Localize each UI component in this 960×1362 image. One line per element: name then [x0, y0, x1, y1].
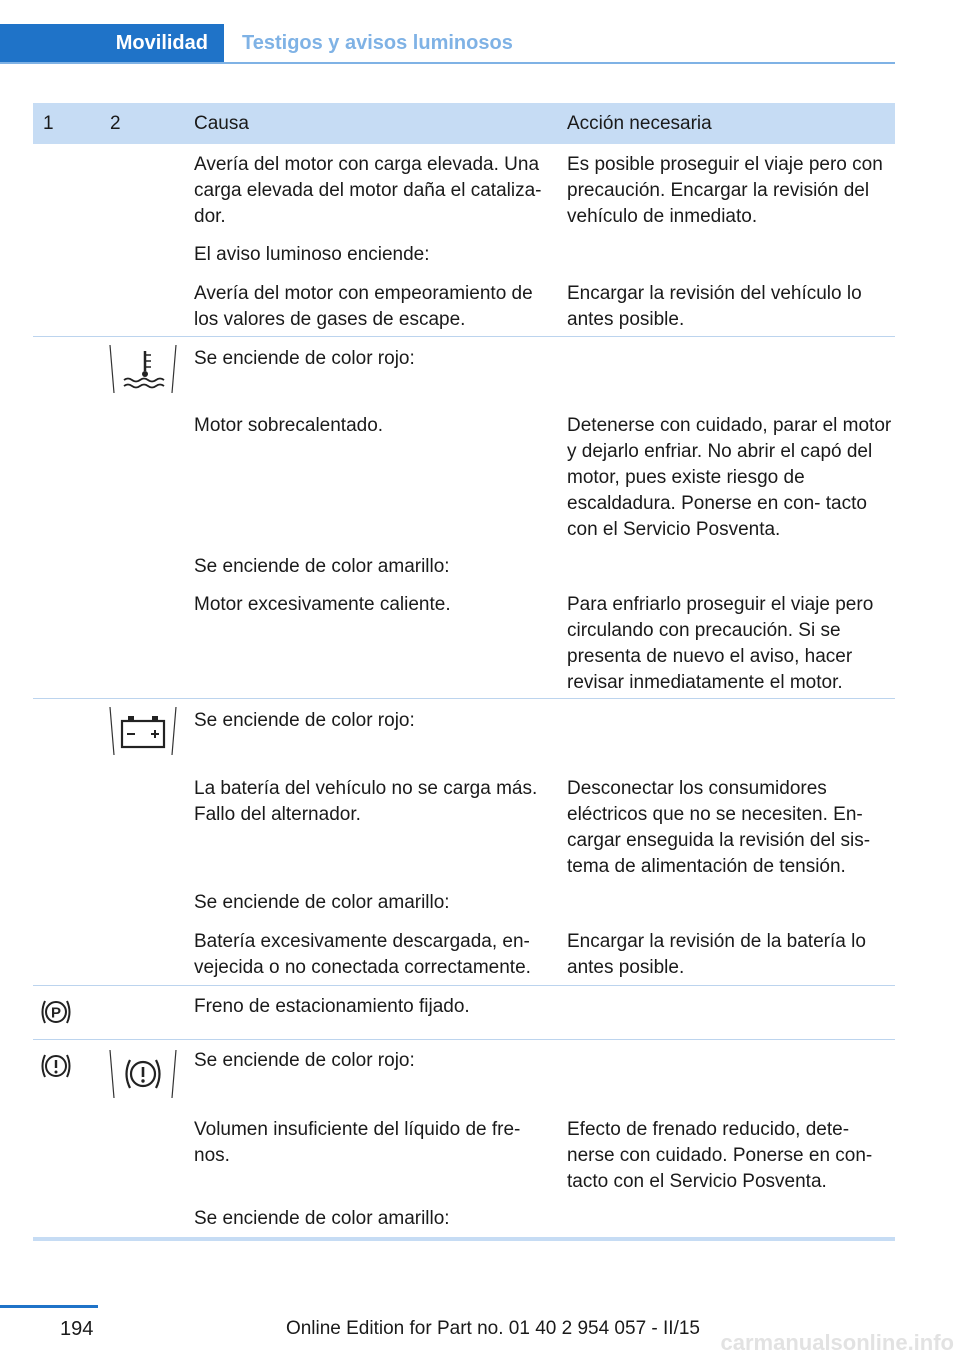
- col-2-header: 2: [110, 113, 121, 134]
- causa-text: Se enciende de color amarillo:: [194, 1208, 450, 1229]
- row-divider: [33, 1039, 895, 1040]
- causa-text: Se enciende de color amarillo:: [194, 892, 450, 913]
- causa-text: Avería del motor con empeoramiento de los valores de gases de escape.: [194, 283, 533, 330]
- section-tab: Movilidad: [0, 24, 224, 62]
- causa-text: Se enciende de color amarillo:: [194, 556, 450, 577]
- causa-text: Freno de estacionamiento fijado.: [194, 996, 470, 1017]
- row-divider: [33, 698, 895, 699]
- causa-text: El aviso luminoso enciende:: [194, 244, 430, 265]
- accion-text: Encargar la revisión de la batería lo antes posible.: [567, 931, 866, 978]
- causa-text: Avería del motor con carga elevada. Una carga elevada del motor daña el cataliza‐ dor.: [194, 154, 542, 227]
- accion-text: Detenerse con cuidado, parar el motor y dejarlo enfriar. No abrir el capó del motor, pues existe riesgo de escaldadura. Ponerse en con‐ tacto con el Servicio Posventa.: [567, 415, 892, 540]
- page-header: [0, 24, 895, 64]
- coolant-temperature-icon: [108, 343, 178, 395]
- col-accion-header: Acción necesaria: [567, 113, 712, 134]
- causa-text: Volumen insuficiente del líquido de fre‐ nos.: [194, 1119, 521, 1166]
- causa-text: La batería del vehículo no se carga más. Fallo del alternador.: [194, 778, 538, 825]
- parking-brake-icon: [38, 997, 74, 1027]
- chapter-title: Testigos y avisos luminosos: [242, 31, 513, 54]
- accion-text: Para enfriarlo proseguir el viaje pero circulando con precaución. Si se presenta de nuevo el aviso, hacer revisar inmediatamente el motor.: [567, 594, 874, 693]
- battery-icon: [108, 705, 178, 757]
- col-1-header: 1: [43, 113, 54, 134]
- brake-warning-icon: [108, 1048, 178, 1100]
- causa-text: Se enciende de color rojo:: [194, 710, 415, 731]
- causa-text: Motor excesivamente caliente.: [194, 594, 451, 615]
- table-header: [33, 103, 895, 144]
- causa-text: Se enciende de color rojo:: [194, 348, 415, 369]
- svg-text:P: P: [50, 1004, 62, 1022]
- row-divider: [33, 985, 895, 986]
- brake-warning-icon: [38, 1051, 74, 1081]
- accion-text: Desconectar los consumidores eléctricos que no se necesiten. En‐ cargar enseguida la revisión del sis‐ tema de alimentación de tensión.: [567, 778, 871, 877]
- row-divider: [33, 336, 895, 337]
- accion-text: Efecto de frenado reducido, dete‐ nerse con cuidado. Ponerse en con‐ tacto con el Servicio Posventa.: [567, 1119, 873, 1192]
- accion-text: Encargar la revisión del vehículo lo antes posible.: [567, 283, 862, 330]
- causa-text: Batería excesivamente descargada, en‐ vejecida o no conectada correctamente.: [194, 931, 531, 978]
- edition-text: Online Edition for Part no. 01 40 2 954 057 - II/15: [285, 1318, 700, 1339]
- causa-text: Se enciende de color rojo:: [194, 1050, 415, 1071]
- causa-text: Motor sobrecalentado.: [194, 415, 384, 436]
- col-causa-header: Causa: [194, 113, 249, 134]
- accion-text: Es posible proseguir el viaje pero con precaución. Encargar la revisión del vehículo de inmediato.: [567, 154, 883, 227]
- page-number: 194: [60, 1318, 94, 1340]
- page-number-rule: [0, 1305, 98, 1308]
- watermark: carmanualsonline.info: [720, 1330, 954, 1355]
- table-bottom-border: [33, 1237, 895, 1241]
